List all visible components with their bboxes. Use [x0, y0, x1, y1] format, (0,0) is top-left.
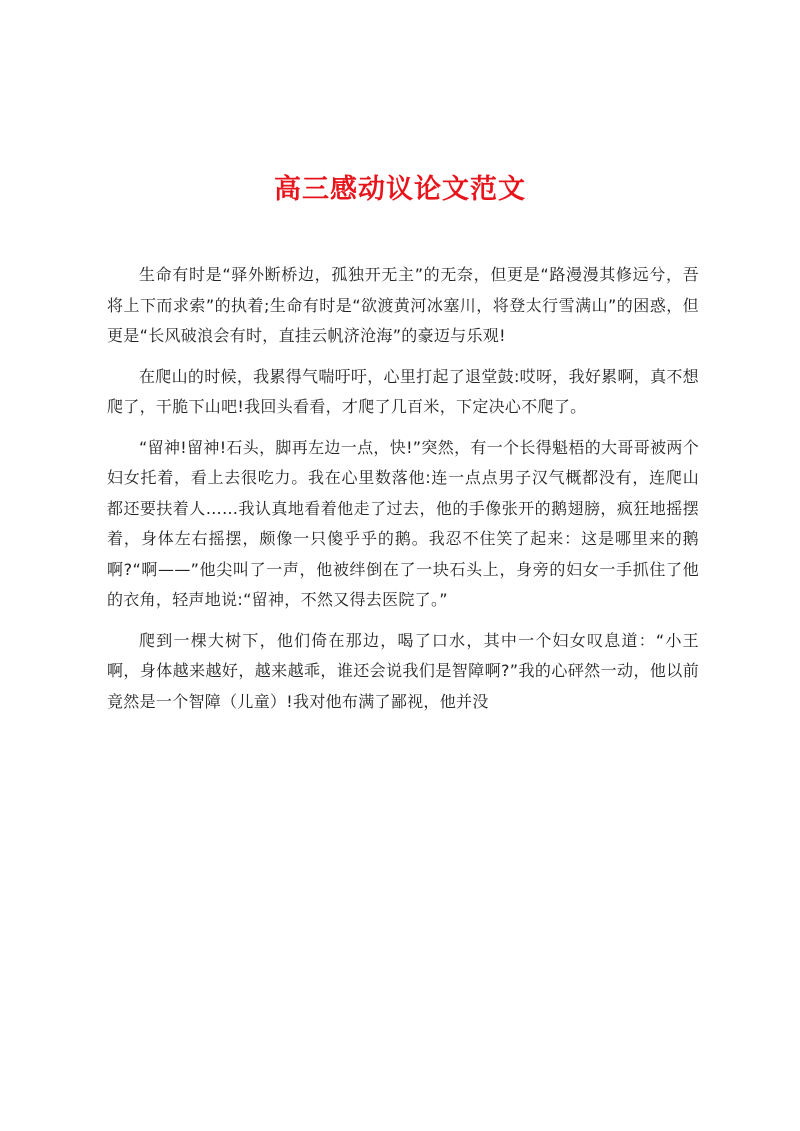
paragraph-1: 生命有时是“驿外断桥边，孤独开无主”的无奈，但更是“路漫漫其修远兮，吾将上下而求索”的执着;生命有时是“欲渡黄河冰塞川，将登太行雪满山”的困惑，但更是“长风破浪会有时，直挂云帆济沧海”的豪迈与乐观! [107, 265, 699, 345]
document-body [107, 260, 699, 727]
paragraph-3: “留神!留神!石头，脚再左边一点，快!”突然，有一个长得魁梧的大哥哥被两个妇女托着，看上去很吃力。我在心里数落他:连一点点男子汉气概都没有，连爬山都还要扶着人……我认真地看着他走了过去，他的手像张开的鹅翅膀，疯狂地摇摆着，身体左右摇摆，颇像一只傻乎乎的鹅。我忍不住笑了起来：这是哪里来的鹅啊?“啊——”他尖叫了一声，他被绊倒在了一块石头上，身旁的妇女一手抓住了他的衣角，轻声地说:“留神，不然又得去医院了。” [107, 437, 699, 609]
paragraph-4: 爬到一棵大树下，他们倚在那边，喝了口水，其中一个妇女叹息道：“小王啊，身体越来越好，越来越乖，谁还会说我们是智障啊?”我的心砰然一动，他以前竟然是一个智障（儿童）!我对他布满了鄙视，他并没 [107, 630, 699, 711]
document-title: 高三感动议论文范文 [274, 174, 526, 205]
paragraph-2: 在爬山的时候，我累得气喘吁吁，心里打起了退堂鼓:哎呀，我好累啊，真不想爬了，干脆下山吧!我回头看看，才爬了几百米，下定决心不爬了。 [107, 366, 699, 416]
